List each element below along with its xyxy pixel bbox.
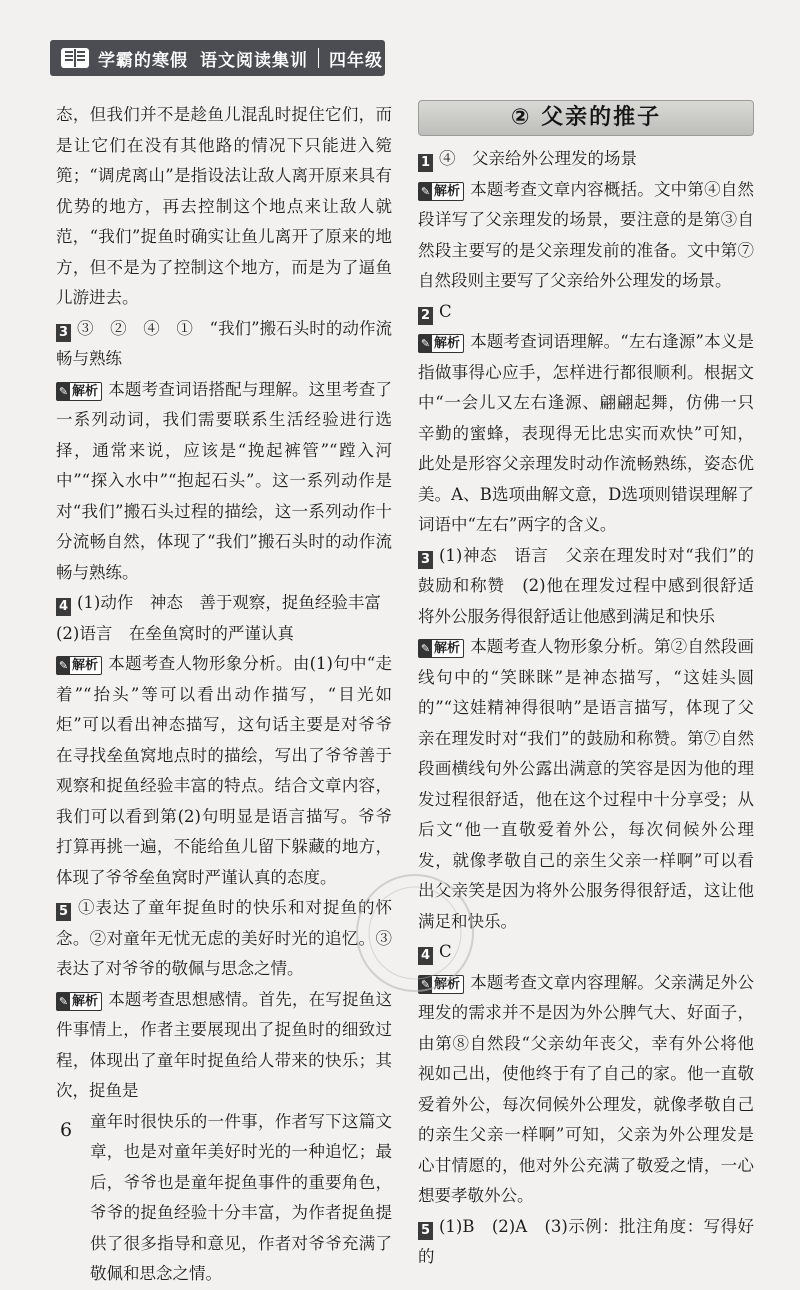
question-number: 4 [56, 598, 71, 616]
left-column [56, 100, 392, 1290]
answer-text: (1)B (2)A (3)示例：批注角度：写得好的 [418, 1216, 754, 1266]
analysis-badge [56, 992, 102, 1011]
analysis-text: 本题考查人物形象分析。由(1)句中“走着”“抬头”等可以看出动作描写，“目光如炬”可以看出神态描写，这句话主要是对爷爷在寻找垒鱼窝地点时的描绘，写出了爷爷善于观察和捉鱼经验丰富的特点。结合文章内容，我们可以看到第(2)句明显是语言描写。爷爷打算再挑一遍，不能给鱼儿留下躲藏的地方，体现了爷爷垒鱼窝时严谨认真的态度。 [56, 654, 392, 887]
pen-icon: ✎ [420, 977, 431, 991]
question-3-analysis [56, 375, 392, 589]
question-2-analysis [418, 327, 754, 541]
answer-text: ③ ② ④ ① “我们”搬石头时的动作流畅与熟练 [56, 318, 392, 368]
book-header [50, 40, 385, 76]
section-title: ② 父亲的推子 [418, 100, 754, 136]
analysis-badge [418, 639, 464, 658]
analysis-label: 解析 [434, 336, 461, 351]
open-book-icon [60, 47, 90, 69]
question-number: 1 [418, 154, 433, 172]
answer-text: C [439, 942, 452, 961]
question-number: 3 [418, 551, 433, 569]
question-1-answer [418, 144, 754, 175]
question-4-analysis [418, 968, 754, 1212]
pen-icon: ✎ [420, 184, 431, 198]
analysis-label: 解析 [434, 183, 461, 199]
pen-icon: ✎ [58, 384, 69, 398]
analysis-label: 解析 [434, 641, 461, 656]
answer-text: ①表达了童年捉鱼时的快乐和对捉鱼的怀念。②对童年无忧无虑的美好时光的追忆。③表达了对爷爷的敬佩与思念之情。 [56, 898, 392, 978]
pen-icon: ✎ [58, 659, 69, 672]
answer-text: (1)动作 神态 善于观察，捉鱼经验丰富 [77, 593, 381, 612]
answer-text: C [439, 301, 452, 321]
pen-icon: ✎ [420, 642, 431, 655]
answer-text: (1)神态 语言 父亲在理发时对“我们”的鼓励和称赞 (2)他在理发过程中感到很舒适将外公服务得很舒适让他感到满足和快乐 [418, 545, 754, 626]
analysis-label: 解析 [72, 383, 99, 399]
question-5-answer [418, 1212, 754, 1273]
analysis-text: 本题考查思想感情。首先，在写捉鱼这件事情上，作者主要展现出了捉鱼时的细致过程，体现出了童年时捉鱼给人带来的快乐；其次，捉鱼是 [56, 989, 392, 1100]
question-3-analysis [418, 632, 754, 937]
analysis-label: 解析 [72, 993, 99, 1009]
question-1-analysis [418, 175, 754, 297]
pen-icon: ✎ [420, 337, 431, 350]
analysis-text: 本题考查人物形象分析。第②自然段画线句中的“笑眯眯”是神态描写，“这娃头圆的”“这娃精神得很呐”是语言描写，体现了父亲在理发时对“我们”的鼓励和称赞。第⑦自然段画横线句外公露出满意的笑容是因为他的理发过程很舒适，他在这个过程中十分享受；从后文“他一直敬爱着外公，每次伺候外公理发，就像孝敬自己的亲生父亲一样啊”可以看出父亲笑是因为将外公服务得很舒适，这让他满足和快乐。 [418, 637, 754, 931]
question-4-answer [418, 937, 754, 968]
header-title: 学霸的寒假 [98, 50, 188, 71]
analysis-badge [418, 334, 464, 353]
header-series: 语文阅读集训 [200, 50, 308, 71]
question-2-answer [418, 297, 754, 328]
question-5-answer [56, 893, 392, 985]
analysis-badge [418, 182, 464, 201]
question-5-analysis [56, 985, 392, 1107]
question-number: 4 [418, 947, 433, 965]
page-number: 6 [60, 1119, 73, 1141]
pen-icon: ✎ [58, 994, 69, 1008]
question-number: 5 [56, 903, 71, 921]
analysis-badge [418, 975, 464, 994]
analysis-text: 本题考查文章内容理解。父亲满足外公理发的需求并不是因为外公脾气大、好面子，由第⑧自然段“父亲幼年丧父，幸有外公将他视如己出，使他终于有了自己的家。他一直敬爱着外公，每次伺候外公理发，就像孝敬自己的亲生父亲一样啊”可知，父亲为外公理发是心甘情愿的，他对外公充满了敬爱之情，一心想要孝敬外公。 [418, 972, 754, 1205]
analysis-badge [56, 656, 102, 675]
question-number: 5 [418, 1222, 433, 1240]
question-3-answer [56, 314, 392, 375]
question-3-answer [418, 541, 754, 633]
question-4-answer [56, 588, 392, 619]
right-column [418, 100, 754, 1273]
question-4-analysis [56, 649, 392, 893]
question-5-analysis-continued: 童年时很快乐的一件事，作者写下这篇文章，也是对童年美好时光的一种追忆；最后，爷爷也是童年捉鱼事件的重要角色，爷爷的捉鱼经验十分丰富，为作者捉鱼提供了很多指导和意见，作者对爷爷充满了敬佩和思念之情。 [90, 1111, 392, 1283]
answer-paragraph: 态，但我们并不是趁鱼儿混乱时捉住它们，而是让它们在没有其他路的情况下只能进入箢篼；“调虎离山”是指设法让敌人离开原来具有优势的地方，再去控制这个地点来让敌人就范，“我们”捉鱼时确实让鱼儿离开了原来的地方，但不是为了控制这个地方，而是为了逼鱼儿游进去。 [56, 105, 392, 307]
header-divider [318, 48, 319, 68]
question-number: 3 [56, 324, 71, 342]
analysis-text: 本题考查词语理解。“左右逢源”本义是指做事得心应手，怎样进行都很顺利。根据文中“一会儿又左右逢源、翩翩起舞，仿佛一只辛勤的蜜蜂，表现得无比忠实而欢快”可知，此处是形容父亲理发时动作流畅熟练，姿态优美。A、B选项曲解文意，D选项则错误理解了词语中“左右”两字的含义。 [418, 332, 754, 534]
analysis-label: 解析 [72, 658, 99, 673]
question-4-answer-line-2: (2)语言 在垒鱼窝时的严谨认真 [56, 623, 294, 643]
answer-text: ④ 父亲给外公理发的场景 [439, 149, 637, 168]
question-number: 2 [418, 307, 433, 325]
analysis-label: 解析 [434, 976, 461, 992]
analysis-text: 本题考查词语搭配与理解。这里考查了一系列动词，我们需要联系生活经验进行选择，通常来说，应该是“挽起裤管”“蹚入河中”“探入水中”“抱起石头”。这一系列动作是对“我们”搬石头过程的描绘，这一系列动作十分流畅自然，体现了“我们”搬石头时的动作流畅与熟练。 [56, 379, 392, 582]
analysis-text: 本题考查文章内容概括。文中第④自然段详写了父亲理发的场景，要注意的是第③自然段主要写的是父亲理发前的准备。文中第⑦自然段则主要写了父亲给外公理发的场景。 [418, 179, 754, 290]
analysis-badge [56, 382, 102, 401]
header-grade: 四年级 [329, 50, 383, 71]
